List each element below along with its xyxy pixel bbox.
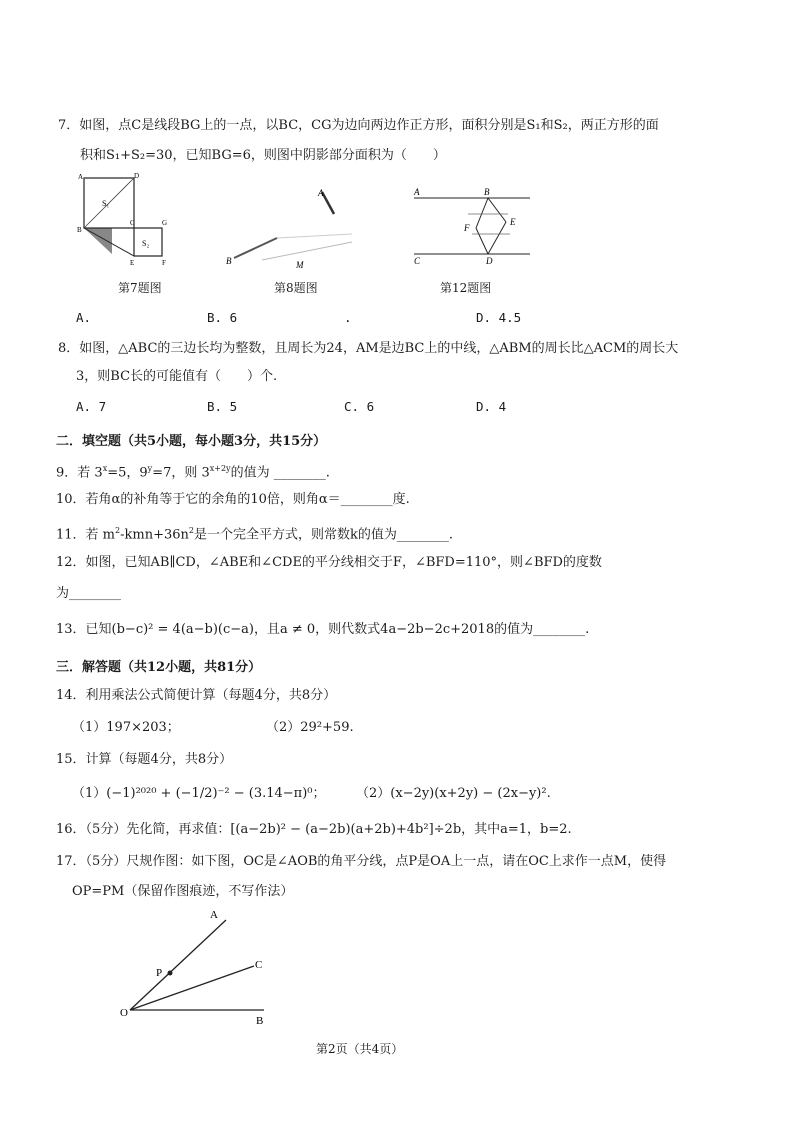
fig12-label-c: C — [414, 256, 421, 266]
q14-stem: 14．利用乘法公式简便计算（每题4分，共8分） — [56, 688, 337, 703]
fig7-label-g: G — [162, 219, 168, 227]
caption-fig8: 第8题图 — [274, 281, 318, 295]
q9-mid1: =5，9 — [107, 465, 148, 481]
section-2-heading: 二．填空题（共5小题，每小题3分，共15分） — [56, 434, 327, 449]
q17-line2: OP=PM（保留作图痕迹，不写作法） — [72, 884, 294, 899]
q9-mid2: =7，则 3 — [152, 465, 210, 481]
fig17-label-b: B — [256, 1015, 264, 1027]
ray-oa — [130, 920, 226, 1010]
fig17-label-a: A — [210, 909, 218, 921]
q9-sup3: x+2y — [209, 464, 231, 473]
q9-sup2: y — [147, 464, 153, 473]
q15-part2: （2）(x−2y)(x+2y) − (2x−y)². — [356, 786, 551, 801]
q7-option-b: B. 6 — [207, 310, 238, 325]
q8-option-b: B. 5 — [207, 399, 238, 414]
fig7-label-f: F — [162, 259, 166, 267]
fig8-label-b: B — [226, 256, 232, 266]
fig7-label-b: B — [77, 226, 82, 234]
figure-8 — [222, 182, 362, 272]
figure-7 — [72, 170, 192, 270]
q11-mid: -kmn+36n — [120, 527, 189, 543]
fig8-label-m: M — [296, 260, 304, 270]
figure-12 — [408, 184, 538, 270]
q12-line1: 12．如图，已知AB∥CD，∠ABE和∠CDE的平分线相交于F，∠BFD=110°，则∠BFD的度数 — [56, 555, 602, 570]
fig7-label-s2: S₂ — [142, 239, 150, 248]
q11-pre: 11．若 m — [56, 527, 116, 543]
fig7-label-d: D — [134, 172, 140, 180]
caption-fig7: 第7题图 — [118, 281, 162, 295]
q7-option-a: A. — [76, 310, 92, 325]
fig12-label-d: D — [486, 256, 493, 266]
q15-part1: （1）(−1)²⁰²⁰ + (−1/2)⁻² − (3.14−π)⁰； — [72, 786, 326, 801]
q13: 13．已知(b−c)² = 4(a−b)(c−a)，且a ≠ 0，则代数式4a−2b−2c+2018的值为________. — [56, 622, 590, 637]
fig12-label-b: B — [484, 187, 490, 197]
q9 — [56, 459, 330, 483]
q9-sup1: x — [102, 464, 108, 473]
q7-line2: 积和S₁+S₂=30，已知BG=6，则图中阴影部分面积为（ ） — [80, 148, 446, 163]
q9-pre: 9．若 3 — [56, 465, 103, 481]
fig12-label-a: A — [414, 187, 420, 197]
fig12-label-f: F — [464, 223, 470, 233]
q14-part2: （2）29²+59. — [266, 720, 354, 735]
caption-fig12: 第12题图 — [440, 281, 492, 295]
q8-option-a: A. 7 — [76, 399, 107, 414]
q11-post: 是一个完全平方式，则常数k的值为________. — [193, 527, 453, 543]
fig7-label-s1: S₁ — [102, 199, 110, 208]
q12-line2: 为________ — [56, 586, 122, 601]
fig12-label-e: E — [510, 217, 516, 227]
q7-option-c: . — [344, 310, 352, 325]
q7-option-d: D. 4.5 — [476, 310, 522, 325]
q8-line1: 8．如图，△ABC的三边长均为整数，且周长为24，AM是边BC上的中线，△ABM的周长比△ACM的周长大 — [58, 341, 679, 356]
q10: 10．若角α的补角等于它的余角的10倍，则角α＝________度. — [56, 492, 410, 507]
q17-line1: 17．（5分）尺规作图：如下图，OC是∠AOB的角平分线，点P是OA上一点，请在OC上求作一点M，使得 — [56, 854, 667, 869]
figure-17 — [118, 906, 278, 1031]
q8-option-c: C. 6 — [344, 399, 375, 414]
q11 — [56, 521, 453, 545]
fig7-label-c: C — [130, 219, 135, 227]
fig17-label-p: P — [156, 967, 163, 979]
ray-oc — [130, 966, 254, 1010]
q16: 16．（5分）先化简，再求值：[(a−2b)² − (a−2b)(a+2b)+4b²]÷2b，其中a=1，b=2. — [56, 822, 572, 837]
fig7-label-e: E — [130, 259, 135, 267]
q8-option-d: D. 4 — [476, 399, 507, 414]
fig8-label-a: A — [318, 188, 324, 198]
q11-sup2: 2 — [188, 526, 194, 535]
section-3-heading: 三．解答题（共12小题，共81分） — [56, 660, 262, 675]
q15-stem: 15．计算（每题4分，共8分） — [56, 752, 233, 767]
page-footer: 第2页（共4页） — [316, 1042, 404, 1056]
point-p — [168, 971, 173, 976]
fig7-label-a: A — [78, 173, 84, 181]
q9-post: 的值为 ________. — [230, 465, 330, 481]
q8-line2: 3，则BC长的可能值有（ ）个. — [76, 369, 278, 384]
q14-part1: （1）197×203； — [72, 720, 180, 735]
fig17-label-o: O — [120, 1007, 128, 1019]
q11-sup1: 2 — [115, 526, 121, 535]
q7-line1: 7．如图，点C是线段BG上的一点，以BC，CG为边向两边作正方形，面积分别是S₁和S₂，两正方形的面 — [58, 118, 659, 133]
fig17-label-c: C — [255, 959, 263, 971]
